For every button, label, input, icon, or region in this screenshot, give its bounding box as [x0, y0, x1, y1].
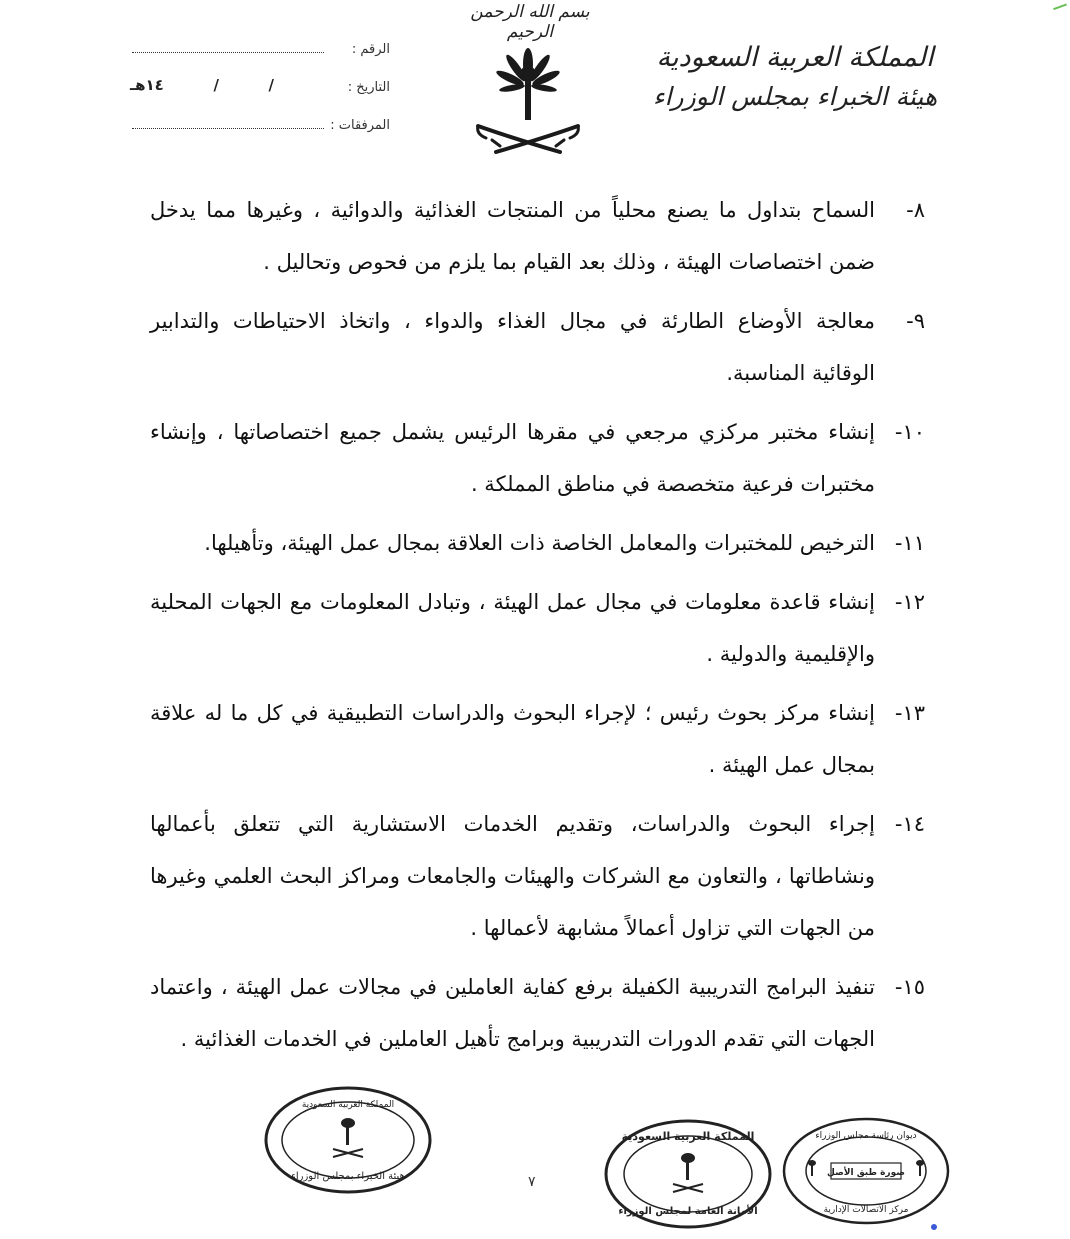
list-item [150, 184, 925, 288]
seal-text: المملكة العربية السعودية [621, 1130, 755, 1143]
organization-header [650, 38, 940, 116]
seal-text: صورة طبق الأصل [827, 1168, 905, 1178]
list-item [150, 295, 925, 399]
ink-mark [1051, 0, 1067, 10]
item-text: السماح بتداول ما يصنع محلياً من المنتجات الغذائية والدوائية ، وغيرها مما يدخل ضمن اختصاصات الهيئة ، وذلك بعد القيام بما يلزم من فحوص وتحاليل . [150, 198, 875, 274]
attachments-line [132, 128, 324, 129]
item-number: ١٥- [894, 975, 925, 999]
seal-text: ديوان رئاسة مجلس الوزراء [815, 1131, 917, 1141]
item-text: إنشاء مختبر مركزي مرجعي في مقرها الرئيس يشمل جميع اختصاصاتها ، وإنشاء مختبرات فرعية متخصصة في مناطق المملكة . [150, 420, 875, 496]
item-text: تنفيذ البرامج التدريبية الكفيلة برفع كفاية العاملين في مجالات عمل الهيئة ، واعتماد الجهات التي تقدم الدورات التدريبية وبرامج تأهيل العاملين في الخدمات الغذائية . [150, 975, 875, 1051]
reference-label: الرقم : [351, 42, 390, 57]
true-copy-seal [781, 1116, 951, 1226]
item-text: إنشاء مركز بحوث رئيس ؛ لإجراء البحوث والدراسات التطبيقية في كل ما له علاقة بمجال عمل الهيئة . [150, 701, 875, 777]
basmala: بسم الله الرحمن الرحيم [470, 2, 590, 42]
item-number: ٨- [906, 198, 925, 222]
item-text: إجراء البحوث والدراسات، وتقديم الخدمات الاستشارية التي تتعلق بأعمالها ونشاطاتها ، والتعاون مع الشركات والهيئات والجامعات ومراكز البحث العلمي وغيرها من الجهات التي تزاول أعمالاً مشابهة لأعمالها . [150, 812, 875, 940]
item-text: معالجة الأوضاع الطارئة في مجال الغذاء والدواء ، واتخاذ الاحتياطات والتدابير الوقائية المناسبة. [150, 309, 875, 385]
item-number: ١٤- [894, 812, 925, 836]
item-text: إنشاء قاعدة معلومات في مجال عمل الهيئة ، وتبادل المعلومات مع الجهات المحلية والإقليمية والدولية . [150, 590, 875, 666]
seal-text: مركز الاتصالات الإدارية [823, 1205, 909, 1215]
reference-line [132, 52, 324, 53]
item-number: ١٢- [894, 590, 925, 614]
list-item [150, 798, 925, 954]
date-label: التاريخ : [347, 80, 390, 95]
date-suffix: ١٤هـ [130, 76, 164, 94]
item-number: ١٣- [894, 701, 925, 725]
saudi-emblem-icon [472, 38, 584, 156]
experts-commission-seal [263, 1085, 433, 1195]
item-number: ٩- [906, 309, 925, 333]
attachments-label: المرفقات : [330, 118, 390, 133]
country-name: المملكة العربية السعودية [656, 42, 934, 73]
seal-text: هيئة الخبراء بمجلس الوزراء [291, 1171, 405, 1182]
page-number: ٧ [528, 1174, 536, 1190]
seal-text: الأمانة العامة لمجلس الوزراء [618, 1206, 758, 1217]
reference-row [130, 38, 390, 76]
ink-mark [931, 1224, 937, 1230]
date-value [130, 76, 324, 94]
date-separator: / [213, 76, 219, 94]
agency-name: هيئة الخبراء بمجلس الوزراء [652, 82, 938, 111]
item-text: الترخيص للمختبرات والمعامل الخاصة ذات العلاقة بمجال عمل الهيئة، وتأهيلها. [204, 531, 875, 555]
list-item [150, 961, 925, 1065]
date-separator: / [268, 76, 274, 94]
list-item [150, 517, 925, 569]
date-row [130, 76, 390, 114]
list-item [150, 576, 925, 680]
list-item [150, 687, 925, 791]
cabinet-secretariat-seal [603, 1118, 773, 1230]
item-number: ١١- [894, 531, 925, 555]
reference-block [130, 38, 390, 152]
document-body [150, 184, 925, 1072]
seal-text: المملكة العربية السعودية [301, 1100, 395, 1110]
list-item [150, 406, 925, 510]
item-number: ١٠- [894, 420, 925, 444]
attachments-row [130, 114, 390, 152]
